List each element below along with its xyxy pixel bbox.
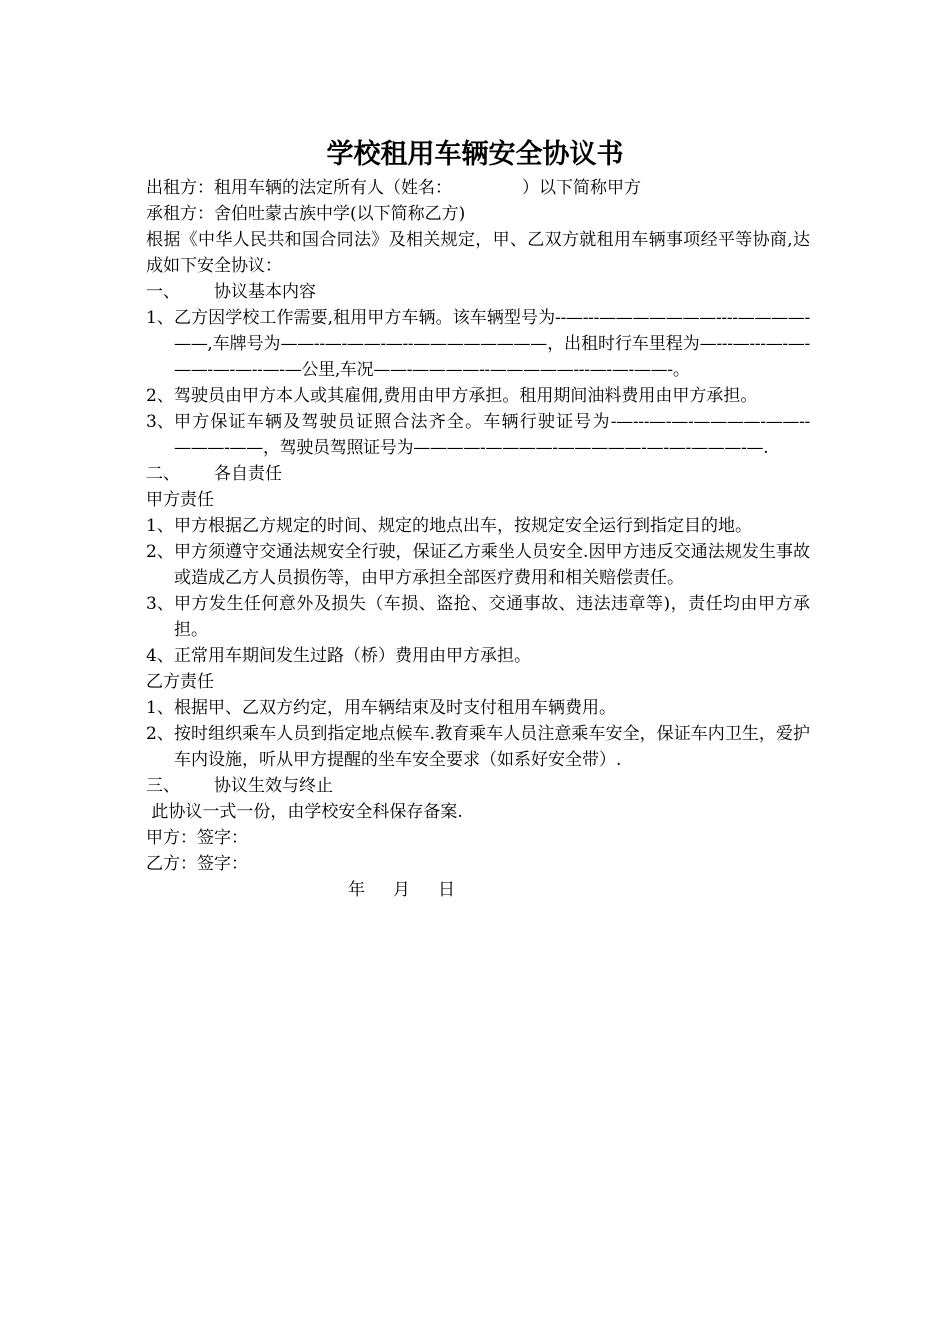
document-body: [146, 175, 810, 903]
list-item: 4、 正常用车期间发生过路（桥）费用由甲方承担。: [146, 646, 531, 666]
list-item: 1、 根据甲、乙双方约定，用车辆结束及时支付租用车辆费用。: [146, 698, 616, 718]
list-item: 3、 甲方保证车辆及驾驶员证照合法齐全。车辆行驶证号为-—---—-—-————-——--———-——，驾驶员驾照证号为————-————-—————-—-—-———-—.: [146, 412, 810, 458]
section-text: 此协议一式一份，由学校安全科保存备案.: [146, 802, 463, 822]
list-item: 3、 甲方发生任何意外及损失（车损、盗抢、交通事故、违法违章等)，责任均由甲方承担。: [146, 594, 810, 640]
list-item: 2、 驾驶员由甲方本人或其雇佣,费用由甲方承担。租用期间油料费用由甲方承担。: [146, 386, 758, 406]
date-line: 年 月 日: [348, 880, 455, 900]
list-item: 2、 甲方须遵守交通法规安全行驶，保证乙方乘坐人员安全.因甲方违反交通法规发生事故或造成乙方人员损伤等，由甲方承担全部医疗费用和相关赔偿责任。: [146, 542, 810, 588]
signature-party-b: 乙方：签字：: [146, 854, 248, 874]
group-label: 乙方责任: [146, 672, 214, 692]
list-item: 1、 甲方根据乙方规定的时间、规定的地点出车，按规定安全运行到指定目的地。: [146, 516, 752, 536]
section-heading: 二、 各自责任: [146, 464, 282, 484]
list-item: 2、 按时组织乘车人员到指定地点候车.教育乘车人员注意乘车安全，保证车内卫生，爱护车内设施，听从甲方提醒的坐车安全要求（如系好安全带）.: [146, 724, 810, 770]
lessee-line: 承租方：舍伯吐蒙古族中学(以下简称乙方): [146, 204, 466, 224]
lessor-line: 出租方：租用车辆的法定所有人（姓名： ）以下简称甲方: [146, 178, 641, 198]
list-item: 1、 乙方因学校工作需要,租用甲方车辆。该车辆型号为--—---———————----————-——,车牌号为——--—-——-—--————————，出租时行车里程为—---—---—-—-——-—-—--—-—公里,车况——-————--—————---—-—-——-。: [146, 308, 810, 380]
document-title: 学校租用车辆安全协议书: [326, 139, 624, 170]
intro-paragraph: 根据《中华人民共和国合同法》及相关规定，甲、乙双方就租用车辆事项经平等协商,达成如下安全协议：: [146, 230, 810, 276]
section-heading: 一、 协议基本内容: [146, 282, 316, 302]
signature-party-a: 甲方：签字：: [146, 828, 248, 848]
section-heading: 三、 协议生效与终止: [146, 776, 333, 796]
group-label: 甲方责任: [146, 490, 214, 510]
